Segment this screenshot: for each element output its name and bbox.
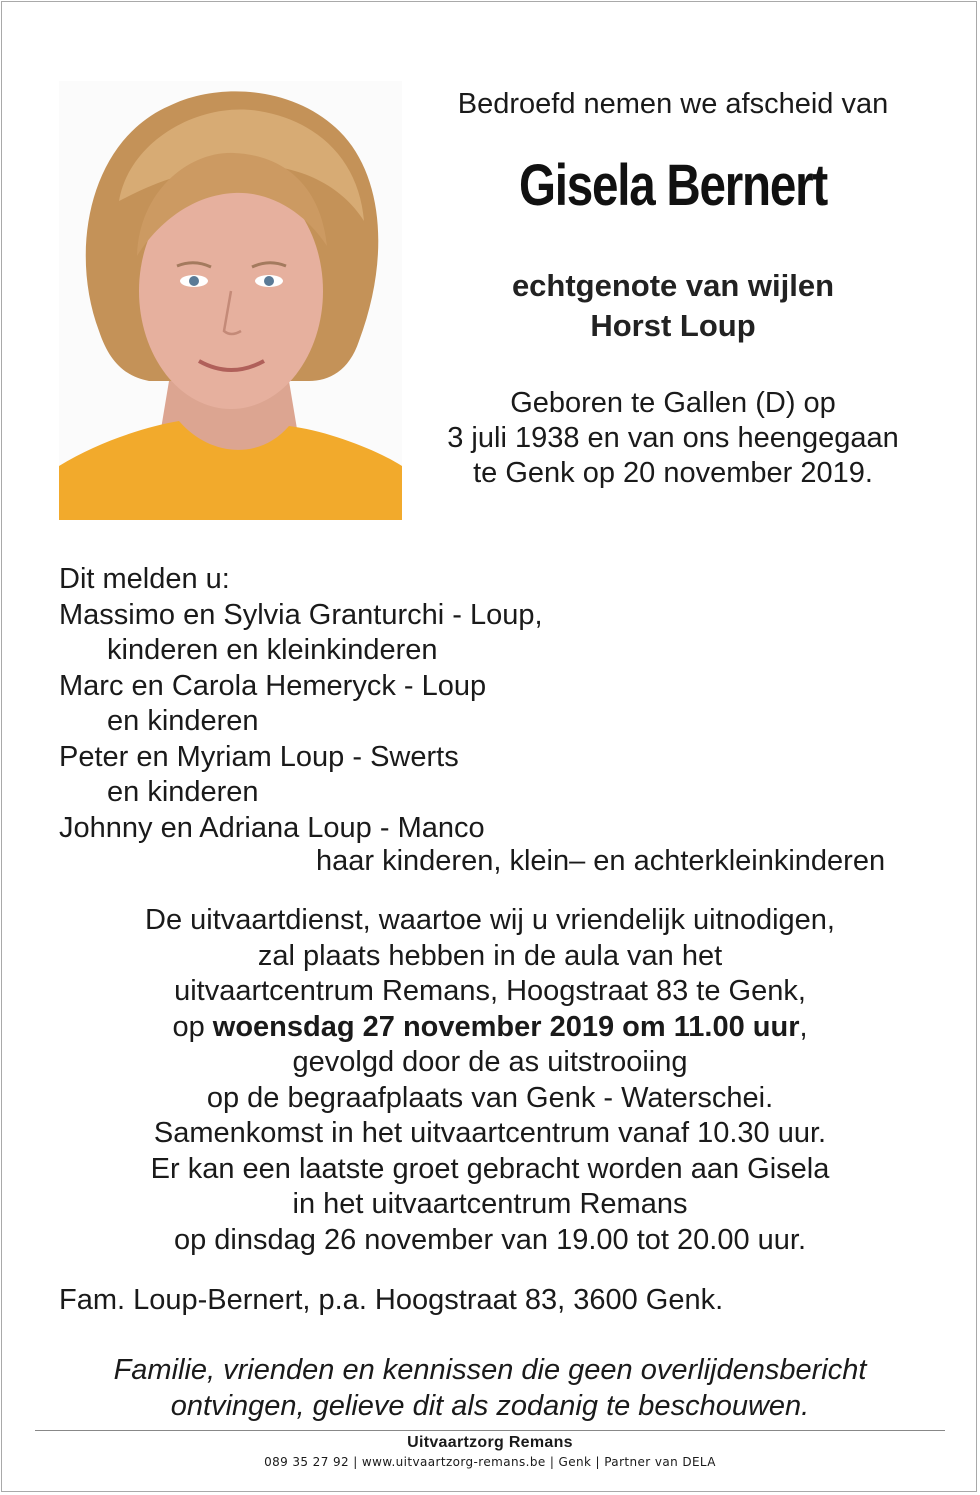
family-address: Fam. Loup-Bernert, p.a. Hoogstraat 83, 3600 Genk. xyxy=(59,1284,724,1316)
spouse-info xyxy=(418,266,928,346)
closing-notice xyxy=(40,1352,940,1424)
notice-line: ontvingen, gelieve dit als zodanig te beschouwen. xyxy=(170,1390,810,1422)
family-names: Massimo en Sylvia Granturchi - Loup, xyxy=(59,598,543,631)
service-line: Er kan een laatste groet gebracht worden aan Gisela xyxy=(150,1152,830,1185)
family-names: Marc en Carola Hemeryck - Loup xyxy=(59,669,487,702)
family-closing: haar kinderen, klein– en achterkleinkinderen xyxy=(316,845,886,877)
notice-line: Familie, vrienden en kennissen die geen overlijdensbericht xyxy=(113,1354,867,1386)
service-line: op de begraafplaats van Genk - Waterschei. xyxy=(206,1081,774,1114)
service-line: gevolgd door de as uitstrooiing xyxy=(292,1046,688,1078)
funeral-home-name: Uitvaartzorg Remans xyxy=(407,1434,573,1451)
family-names: Johnny en Adriana Loup - Manco xyxy=(59,811,485,844)
birth-line: Geboren te Gallen (D) op xyxy=(510,387,836,419)
service-line: De uitvaartdienst, waartoe wij u vriendelijk uitnodigen, xyxy=(145,904,835,936)
deceased-name: Gisela Bernert xyxy=(519,153,827,218)
footer-divider xyxy=(35,1430,945,1431)
funeral-home-contact: 089 35 27 92 | www.uitvaartzorg-remans.be | Genk | Partner van DELA xyxy=(264,1455,716,1469)
service-date-line xyxy=(40,1010,940,1046)
family-sub: en kinderen xyxy=(107,776,259,808)
family-sub: kinderen en kleinkinderen xyxy=(107,634,438,666)
family-names: Peter en Myriam Loup - Swerts xyxy=(59,740,459,773)
funeral-service-info xyxy=(40,903,940,1258)
service-line: uitvaartcentrum Remans, Hoogstraat 83 te Genk, xyxy=(174,975,806,1007)
announcement-lead: Dit melden u: xyxy=(59,563,230,595)
family-announcement xyxy=(59,562,939,846)
family-sub: en kinderen xyxy=(107,705,259,737)
service-line: in het uitvaartcentrum Remans xyxy=(292,1188,688,1220)
spouse-relation: echtgenote van wijlen xyxy=(511,268,835,303)
birth-line: te Genk op 20 november 2019. xyxy=(473,457,873,489)
service-date-suffix: , xyxy=(799,1010,808,1043)
birth-line: 3 juli 1938 en van ons heengegaan xyxy=(447,422,899,454)
intro-text: Bedroefd nemen we afscheid van xyxy=(457,88,889,120)
service-line: Samenkomst in het uitvaartcentrum vanaf 10.30 uur. xyxy=(153,1117,827,1149)
spouse-name: Horst Loup xyxy=(590,308,756,343)
service-line: zal plaats hebben in de aula van het xyxy=(257,939,723,972)
service-date-prefix: op xyxy=(172,1010,213,1043)
service-line: op dinsdag 26 november van 19.00 tot 20.00 uur. xyxy=(173,1223,807,1256)
birth-death-info xyxy=(418,386,928,491)
portrait-illustration xyxy=(59,81,402,520)
service-date: woensdag 27 november 2019 om 11.00 uur xyxy=(212,1010,800,1043)
portrait-photo xyxy=(59,81,402,520)
